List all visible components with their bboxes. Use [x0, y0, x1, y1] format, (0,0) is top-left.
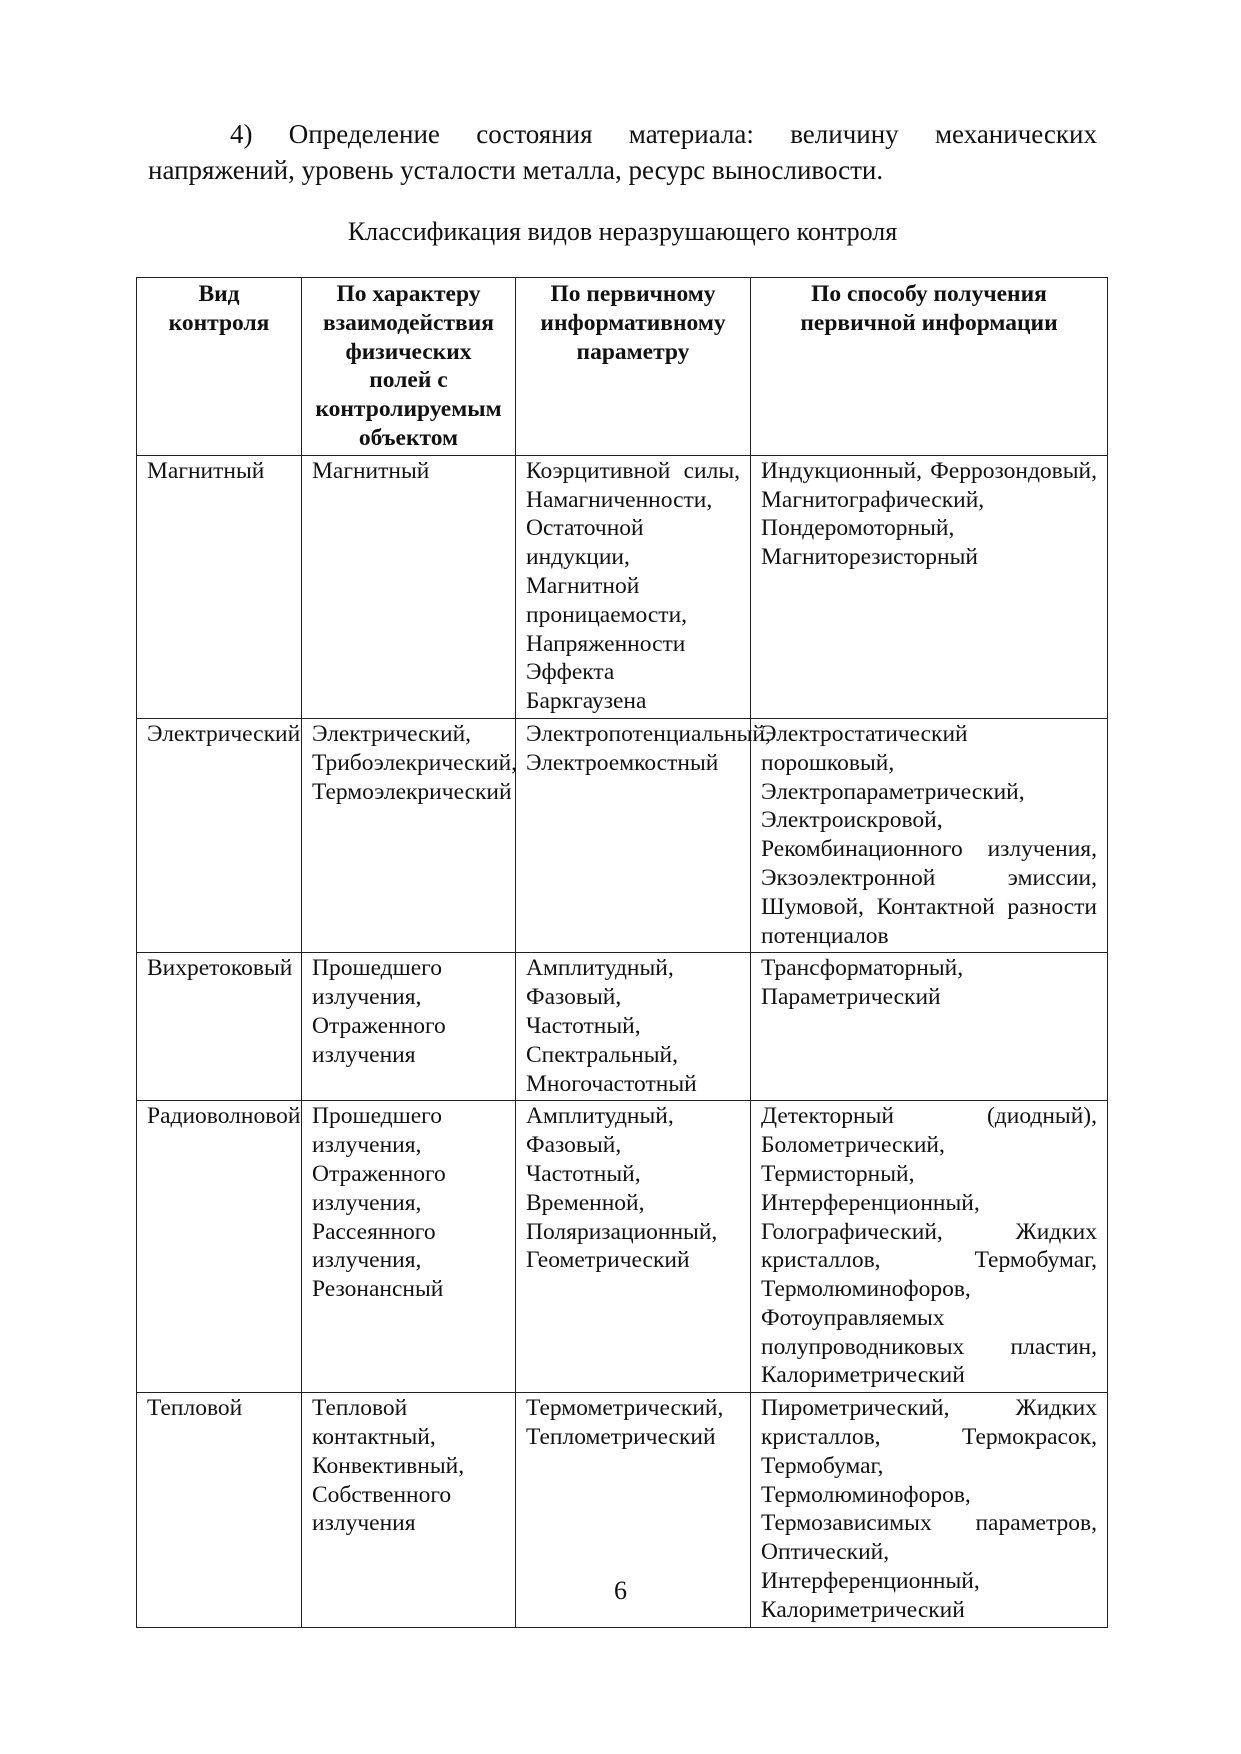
- cell-control-type: Вихретоковый: [137, 953, 302, 1101]
- cell-interaction: Прошедшего излучения, Отраженного излучения, Рассеянного излучения, Резонансный: [302, 1101, 516, 1393]
- cell-control-type: Магнитный: [137, 455, 302, 718]
- header-parameter: По первичному информативному параметру: [516, 278, 751, 456]
- cell-control-type: Радиоволновой: [137, 1101, 302, 1393]
- cell-interaction: Тепловой контактный, Конвективный, Собственного излучения: [302, 1393, 516, 1627]
- cell-method: Индукционный, Феррозондовый, Магнитографический, Пондеромоторный, Магниторезисторный: [751, 455, 1108, 718]
- header-control-type: Вид контроля: [137, 278, 302, 456]
- table-title: Классификация видов неразрушающего контроля: [347, 217, 898, 246]
- table-row: [137, 1101, 1108, 1393]
- header-method: По способу получения первичной информации: [751, 278, 1108, 456]
- table-row: [137, 953, 1108, 1101]
- cell-control-type: Тепловой: [137, 1393, 302, 1627]
- cell-parameter: Термометрический, Теплометрический: [516, 1393, 751, 1627]
- cell-parameter: Амплитудный, Фазовый, Частотный, Спектральный, Многочастотный: [516, 953, 751, 1101]
- cell-method: Электростатический порошковый, Электропараметрический, Электроискровой, Рекомбинационного излучения, Экзоэлектронной эмиссии, Шумовой, Контактной разности потенциалов: [751, 718, 1108, 952]
- table-row: [137, 718, 1108, 952]
- page-number: 6: [614, 1576, 627, 1605]
- cell-parameter: Амплитудный, Фазовый, Частотный, Временной, Поляризационный, Геометрический: [516, 1101, 751, 1393]
- cell-interaction: Электрический, Трибоэлекрический, Термоэлекрический: [302, 718, 516, 952]
- cell-parameter: Коэрцитивной силы, Намагниченности, Остаточной индукции, Магнитной проницаемости, Напряженности Эффекта Баркгаузена: [516, 455, 751, 718]
- table-row: [137, 455, 1108, 718]
- cell-method: Трансформаторный, Параметрический: [751, 953, 1108, 1101]
- cell-parameter: Электропотенциальный, Электроемкостный: [516, 718, 751, 952]
- table-header-row: [137, 278, 1108, 456]
- cell-method: Детекторный (диодный), Болометрический, Термисторный, Интерференционный, Голографический, Жидких кристаллов, Термобумаг, Термолюминофоров, Фотоуправляемых полупроводниковых пластин, Калориметрический: [751, 1101, 1108, 1393]
- cell-control-type: Электрический: [137, 718, 302, 952]
- intro-paragraph: 4) Определение состояния материала: величину механических напряжений, уровень усталости металла, ресурс выносливости.: [148, 119, 1097, 185]
- cell-method: Пирометрический, Жидких кристаллов, Термокрасок, Термобумаг, Термолюминофоров, Термозависимых параметров, Оптический, Интерференционный, Калориметрический: [751, 1393, 1108, 1627]
- ndt-classification-table: [136, 277, 1108, 1628]
- cell-interaction: Прошедшего излучения, Отраженного излучения: [302, 953, 516, 1101]
- cell-interaction: Магнитный: [302, 455, 516, 718]
- header-interaction: По характеру взаимодействия физических полей с контролируемым объектом: [302, 278, 516, 456]
